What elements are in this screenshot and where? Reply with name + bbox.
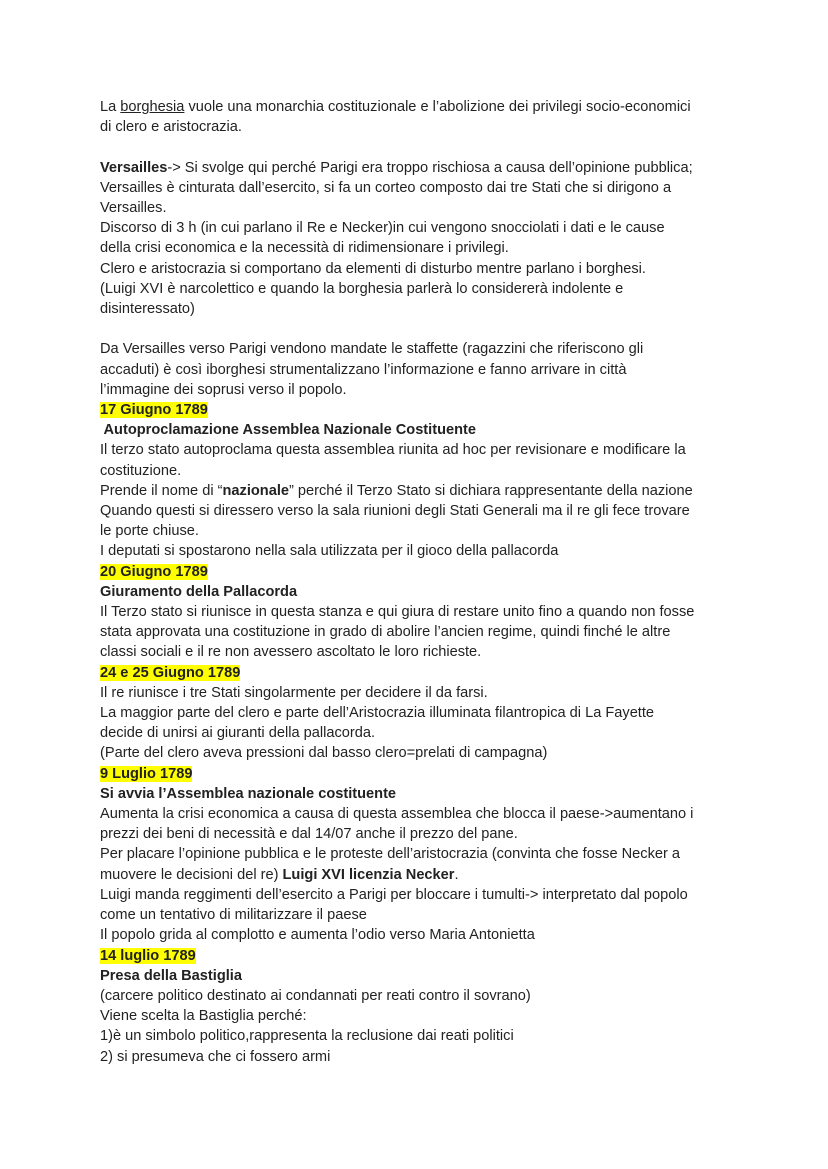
s17-line-5: le porte chiuse.	[100, 523, 199, 540]
spacer	[100, 319, 750, 339]
staffette-line-2: accaduti) è così iborghesi strumentalizzano l’informazione e fanno arrivare in città	[100, 361, 627, 378]
s9-line-1: Aumenta la crisi economica a causa di questa assemblea che blocca il paese->aumentano i	[100, 806, 694, 823]
s9-line-6: come un tentativo di militarizzare il paese	[100, 907, 367, 924]
s20-line-2: stata approvata una costituzione in grado di abolire l’ancien regime, quindi finché le altre	[100, 624, 671, 641]
date-14-luglio: 14 luglio 1789	[100, 947, 196, 964]
section-title-assemblea: Si avvia l’Assemblea nazionale costituente	[100, 785, 397, 802]
staffette-line-3: l’immagine dei soprusi verso il popolo.	[100, 381, 347, 398]
s9-line-5: Luigi manda reggimenti dell’esercito a Parigi per bloccare i tumulti-> interpretato dal popolo	[100, 886, 688, 903]
versailles-line-8: disinteressato)	[100, 301, 195, 318]
date-24-25-giugno: 24 e 25 Giugno 1789	[100, 664, 241, 681]
s9-line-3: Per placare l’opinione pubblica e le proteste dell’aristocrazia (convinta che fosse Necker a	[100, 846, 681, 863]
s17-line-1: Il terzo stato autoproclama questa assemblea riunita ad hoc per revisionare e modificare la	[100, 442, 686, 459]
s24-line-1: Il re riunisce i tre Stati singolarmente per decidere il da farsi.	[100, 684, 488, 701]
s17-line-4: Quando questi si diressero verso la sala riunioni degli Stati Generali ma il re gli fece trovare	[100, 503, 690, 520]
date-9-luglio: 9 Luglio 1789	[100, 765, 193, 782]
date-17-giugno: 17 Giugno 1789	[100, 402, 208, 419]
document-page	[100, 97, 750, 1067]
s14-line-4: 2) si presumeva che ci fossero armi	[100, 1048, 331, 1065]
versailles-line-2: Versailles è cinturata dall’esercito, si fa un corteo composto dai tre Stati che si dirigono a	[100, 179, 672, 196]
staffette-line-1: Da Versailles verso Parigi vendono mandate le staffette (ragazzini che riferiscono gli	[100, 341, 644, 358]
s9-line-2: prezzi dei beni di necessità e dal 14/07 anche il prezzo del pane.	[100, 826, 518, 843]
s24-line-3: decide di unirsi ai giuranti della pallacorda.	[100, 725, 376, 742]
versailles-line-4: Discorso di 3 h (in cui parlano il Re e Necker)in cui vengono snocciolati i dati e le cause	[100, 220, 665, 237]
s14-line-2: Viene scelta la Bastiglia perché:	[100, 1008, 307, 1025]
s24-line-4: (Parte del clero aveva pressioni dal basso clero=prelati di campagna)	[100, 745, 548, 762]
s20-line-1: Il Terzo stato si riunisce in questa stanza e qui giura di restare unito fino a quando non fosse	[100, 604, 695, 621]
date-20-giugno: 20 Giugno 1789	[100, 563, 208, 580]
s14-line-1: (carcere politico destinato ai condannati per reati contro il sovrano)	[100, 987, 531, 1004]
section-title-giuramento: Giuramento della Pallacorda	[100, 583, 298, 600]
intro-line-1: La borghesia vuole una monarchia costituzionale e l’abolizione dei privilegi socio-economici	[100, 99, 691, 115]
versailles-line-6: Clero e aristocrazia si comportano da elementi di disturbo mentre parlano i borghesi.	[100, 260, 646, 277]
versailles-heading: Versailles	[100, 159, 168, 176]
versailles-line-3: Versailles.	[100, 200, 167, 216]
s9-line-4: muovere le decisioni del re) Luigi XVI licenzia Necker.	[100, 866, 459, 883]
s20-line-3: classi sociali e il re non avessero ascoltato le loro richieste.	[100, 644, 482, 661]
s17-line-2: costituzione.	[100, 462, 182, 479]
spacer	[100, 137, 750, 157]
section-title-autoproclamazione: Autoproclamazione Assemblea Nazionale Costituente	[100, 422, 477, 439]
versailles-line-1: Versailles-> Si svolge qui perché Parigi era troppo rischiosa a causa dell’opinione pubblica;	[100, 159, 693, 176]
s9-line-7: Il popolo grida al complotto e aumenta l’odio verso Maria Antonietta	[100, 927, 535, 944]
s14-line-3: 1)è un simbolo politico,rappresenta la reclusione dai reati politici	[100, 1028, 514, 1045]
versailles-line-5: della crisi economica e la necessità di ridimensionare i privilegi.	[100, 240, 509, 257]
s17-line-3: Prende il nome di “nazionale” perché il Terzo Stato si dichiara rappresentante della nazione	[100, 482, 693, 499]
section-title-bastiglia: Presa della Bastiglia	[100, 967, 242, 984]
intro-line-2: di clero e aristocrazia.	[100, 119, 242, 136]
s24-line-2: La maggior parte del clero e parte dell’Aristocrazia illuminata filantropica di La Fayette	[100, 705, 655, 722]
versailles-line-7: (Luigi XVI è narcolettico e quando la borghesia parlerà lo considererà indolente e	[100, 280, 624, 297]
s17-line-6: I deputati si spostarono nella sala utilizzata per il gioco della pallacorda	[100, 543, 559, 560]
borghesia-link-text: borghesia	[120, 99, 185, 115]
